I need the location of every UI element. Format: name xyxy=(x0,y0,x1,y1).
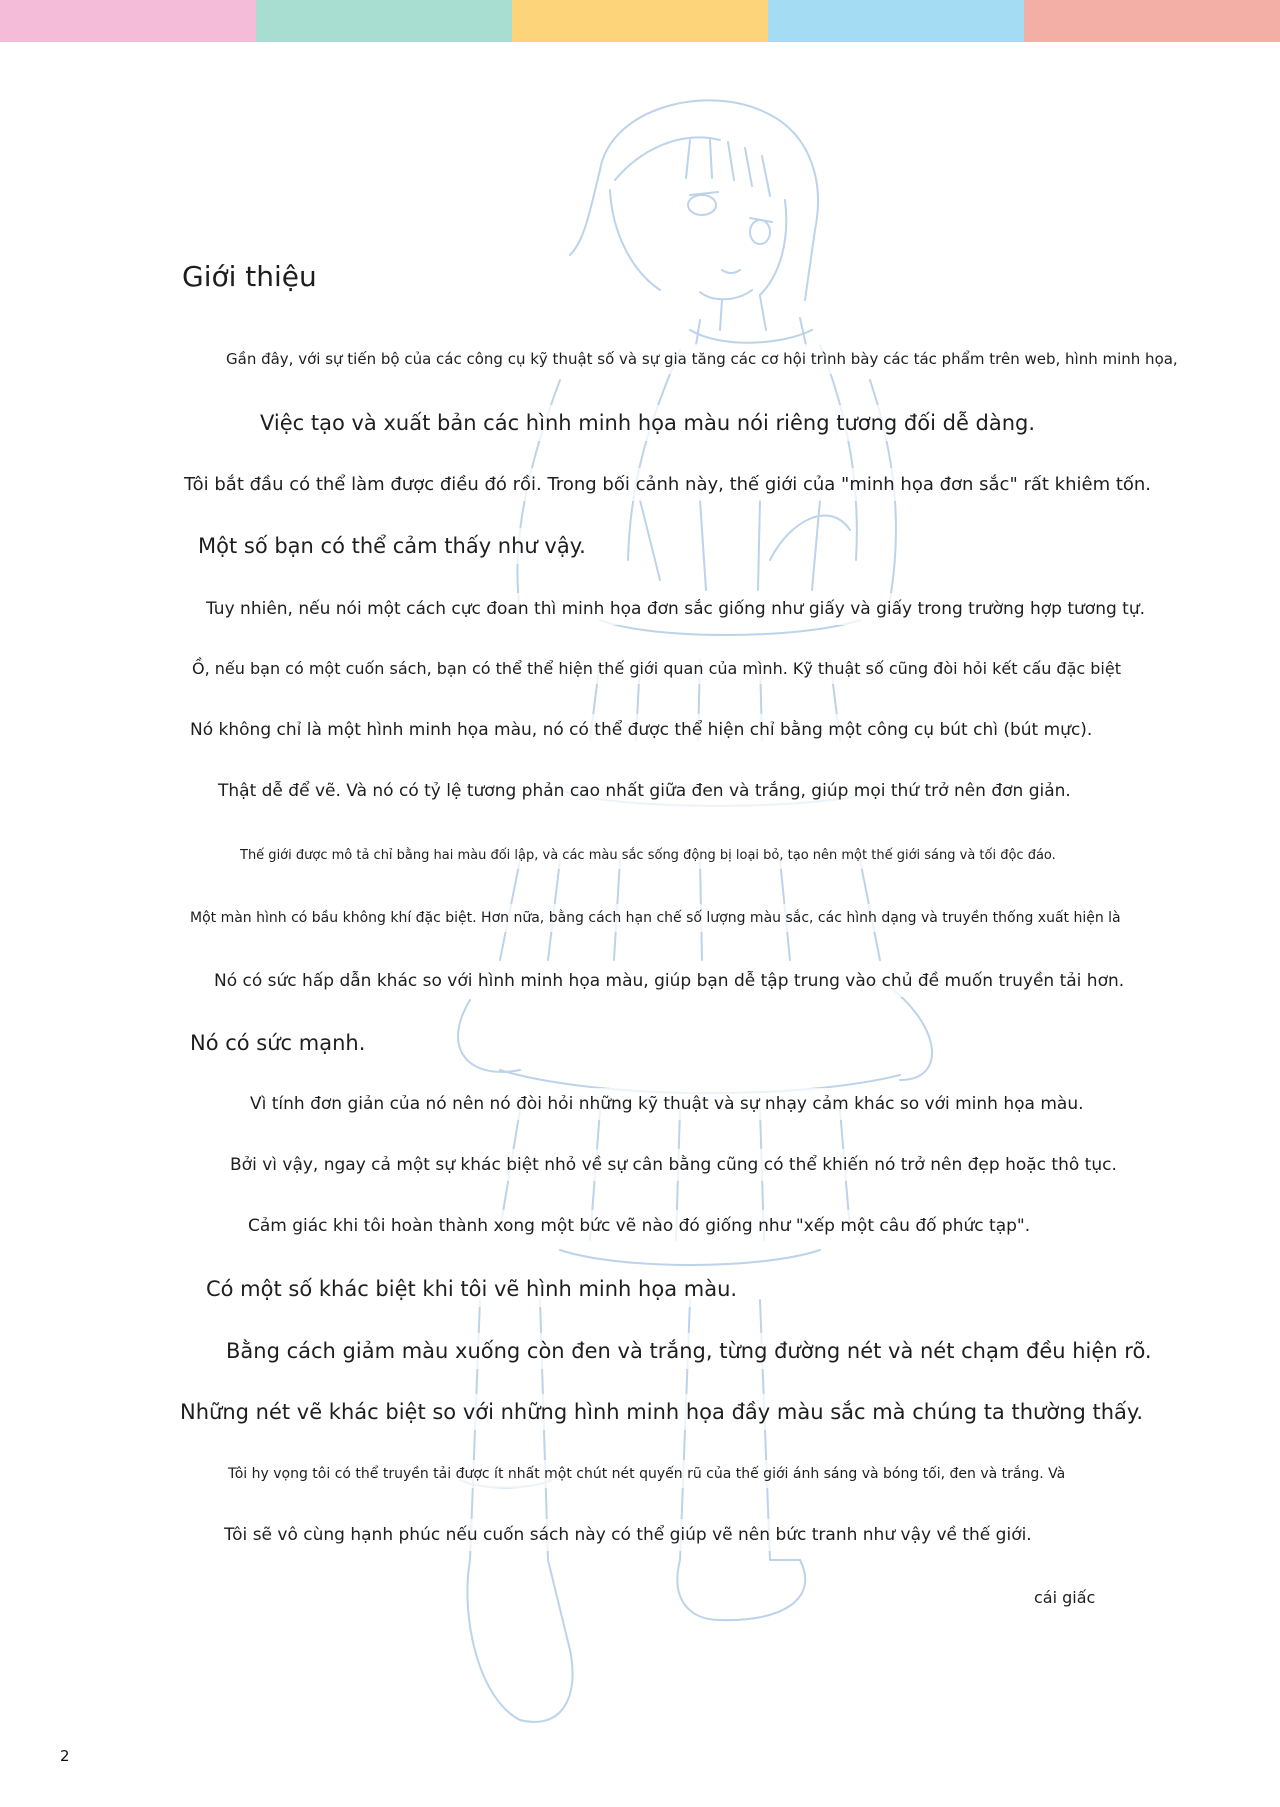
paragraph-line: Một màn hình có bầu không khí đặc biệt. Hơn nữa, bằng cách hạn chế số lượng màu sắc, các hình dạng và truyền thống xuất hiện là xyxy=(176,904,1135,932)
paragraph-line: Những nét vẽ khác biệt so với những hình minh họa đầy màu sắc mà chúng ta thường thấy. xyxy=(166,1394,1157,1430)
paragraph-line: Tôi sẽ vô cùng hạnh phúc nếu cuốn sách này có thể giúp vẽ nên bức tranh như vậy về thế giới. xyxy=(210,1519,1046,1551)
paragraph-line: Tôi bắt đầu có thể làm được điều đó rồi. Trong bối cảnh này, thế giới của "minh họa đơn sắc" rất khiêm tốn. xyxy=(170,468,1165,501)
paragraph-line: Nó có sức hấp dẫn khác so với hình minh họa màu, giúp bạn dễ tập trung vào chủ đề muốn truyền tải hơn. xyxy=(200,965,1138,997)
paragraph-line: Tuy nhiên, nếu nói một cách cực đoan thì minh họa đơn sắc giống như giấy và giấy trong trường hợp tương tự. xyxy=(192,593,1159,625)
page-number: 2 xyxy=(60,1747,70,1765)
paragraph-line: Nó không chỉ là một hình minh họa màu, nó có thể được thể hiện chỉ bằng một công cụ bút chì (bút mực). xyxy=(176,714,1106,746)
paragraph-line: Thật dễ để vẽ. Và nó có tỷ lệ tương phản cao nhất giữa đen và trắng, giúp mọi thứ trở nên đơn giản. xyxy=(204,775,1085,807)
paragraph-line: Gần đây, với sự tiến bộ của các công cụ kỹ thuật số và sự gia tăng các cơ hội trình bày các tác phẩm trên web, hình minh họa, xyxy=(212,344,1192,374)
paragraph-line: Một số bạn có thể cảm thấy như vậy. xyxy=(184,528,600,564)
paragraph-line: Có một số khác biệt khi tôi vẽ hình minh họa màu. xyxy=(192,1271,751,1307)
paragraph-line: Bằng cách giảm màu xuống còn đen và trắng, từng đường nét và nét chạm đều hiện rõ. xyxy=(212,1333,1166,1369)
paragraph-line: Việc tạo và xuất bản các hình minh họa màu nói riêng tương đối dễ dàng. xyxy=(246,405,1049,441)
paragraph-line: Bởi vì vậy, ngay cả một sự khác biệt nhỏ về sự cân bằng cũng có thể khiến nó trở nên đẹp hoặc thô tục. xyxy=(216,1149,1131,1181)
paragraph-line: Nó có sức mạnh. xyxy=(176,1025,379,1061)
paragraph-line: Ồ, nếu bạn có một cuốn sách, bạn có thể thể hiện thế giới quan của mình. Kỹ thuật số cũng đòi hỏi kết cấu đặc biệt xyxy=(178,653,1135,684)
page-title: Giới thiệu xyxy=(168,254,331,299)
paragraph-line: Vì tính đơn giản của nó nên nó đòi hỏi những kỹ thuật và sự nhạy cảm khác so với minh họa màu. xyxy=(236,1088,1098,1120)
author-signature: cái giấc xyxy=(1034,1588,1096,1607)
paragraph-line: Cảm giác khi tôi hoàn thành xong một bức vẽ nào đó giống như "xếp một câu đố phức tạp". xyxy=(234,1210,1044,1242)
paragraph-line: Thế giới được mô tả chỉ bằng hai màu đối lập, và các màu sắc sống động bị loại bỏ, tạo nên một thế giới sáng và tối độc đáo. xyxy=(226,842,1070,869)
paragraph-line: Tôi hy vọng tôi có thể truyền tải được ít nhất một chút nét quyến rũ của thế giới ánh sáng và bóng tối, đen và trắng. Và xyxy=(214,1460,1079,1488)
